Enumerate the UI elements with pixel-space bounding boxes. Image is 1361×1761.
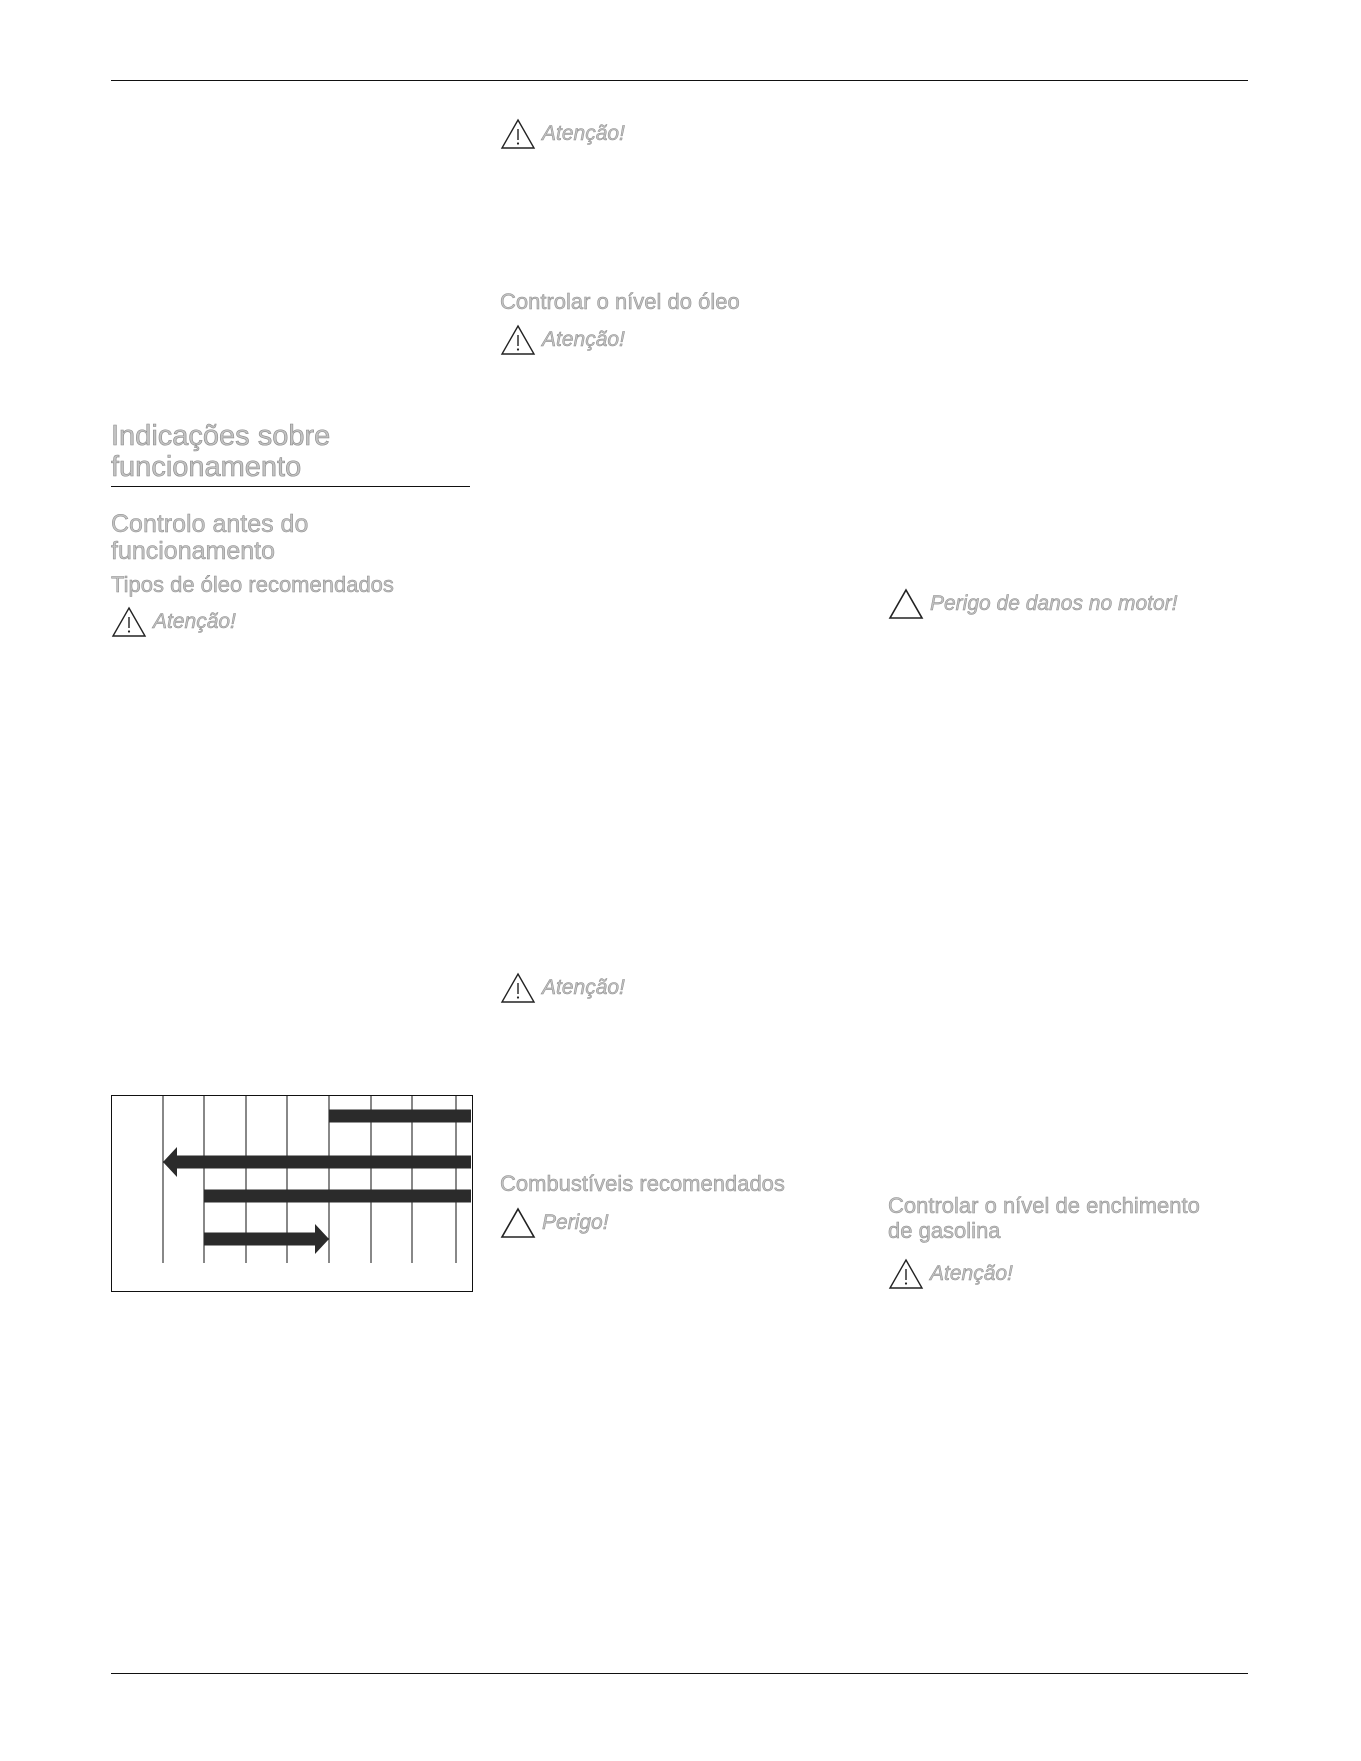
warning-triangle-icon: [500, 118, 536, 150]
fuel-level-heading: Controlar o nível de enchimento de gasolina: [888, 1193, 1200, 1243]
warning-label: Atenção!: [542, 328, 625, 351]
chart-range-arrow: [329, 1101, 471, 1131]
column2-top-warning: [500, 118, 625, 150]
section-title-rule: [111, 486, 470, 487]
danger-triangle-icon: [500, 1207, 536, 1239]
oil-types-heading: Tipos de óleo recomendados: [111, 572, 394, 597]
engine-danger-label: Perigo de danos no motor!: [930, 592, 1178, 615]
oil-level-warning: [500, 324, 625, 356]
warning-triangle-icon: [500, 324, 536, 356]
footer-rule: [111, 1673, 1248, 1674]
oil-viscosity-chart: [111, 1095, 473, 1292]
fuel-danger: [500, 1207, 609, 1239]
chart-range-arrow: [204, 1224, 329, 1254]
oil-types-warning: [111, 606, 236, 638]
column2-mid-warning: [500, 972, 625, 1004]
oil-level-heading: Controlar o nível do óleo: [500, 289, 740, 314]
engine-danger: [888, 588, 1178, 620]
warning-triangle-icon: [888, 1258, 924, 1290]
warning-label: Atenção!: [153, 610, 236, 633]
header-rule: [111, 80, 1248, 81]
chart-range-arrow: [204, 1190, 471, 1203]
section-title: Indicações sobre funcionamento: [111, 420, 331, 483]
warning-label: Atenção!: [930, 1262, 1013, 1285]
chart-range-arrow: [163, 1147, 471, 1177]
subsection-title: Controlo antes do funcionamento: [111, 510, 309, 565]
danger-label: Perigo!: [542, 1211, 609, 1234]
warning-triangle-icon: [111, 606, 147, 638]
warning-label: Atenção!: [542, 976, 625, 999]
warning-label: Atenção!: [542, 122, 625, 145]
warning-triangle-icon: [500, 972, 536, 1004]
fuel-heading: Combustíveis recomendados: [500, 1171, 785, 1196]
fuel-level-warning: [888, 1258, 1013, 1290]
chart-canvas: [112, 1096, 471, 1290]
danger-triangle-icon: [888, 588, 924, 620]
